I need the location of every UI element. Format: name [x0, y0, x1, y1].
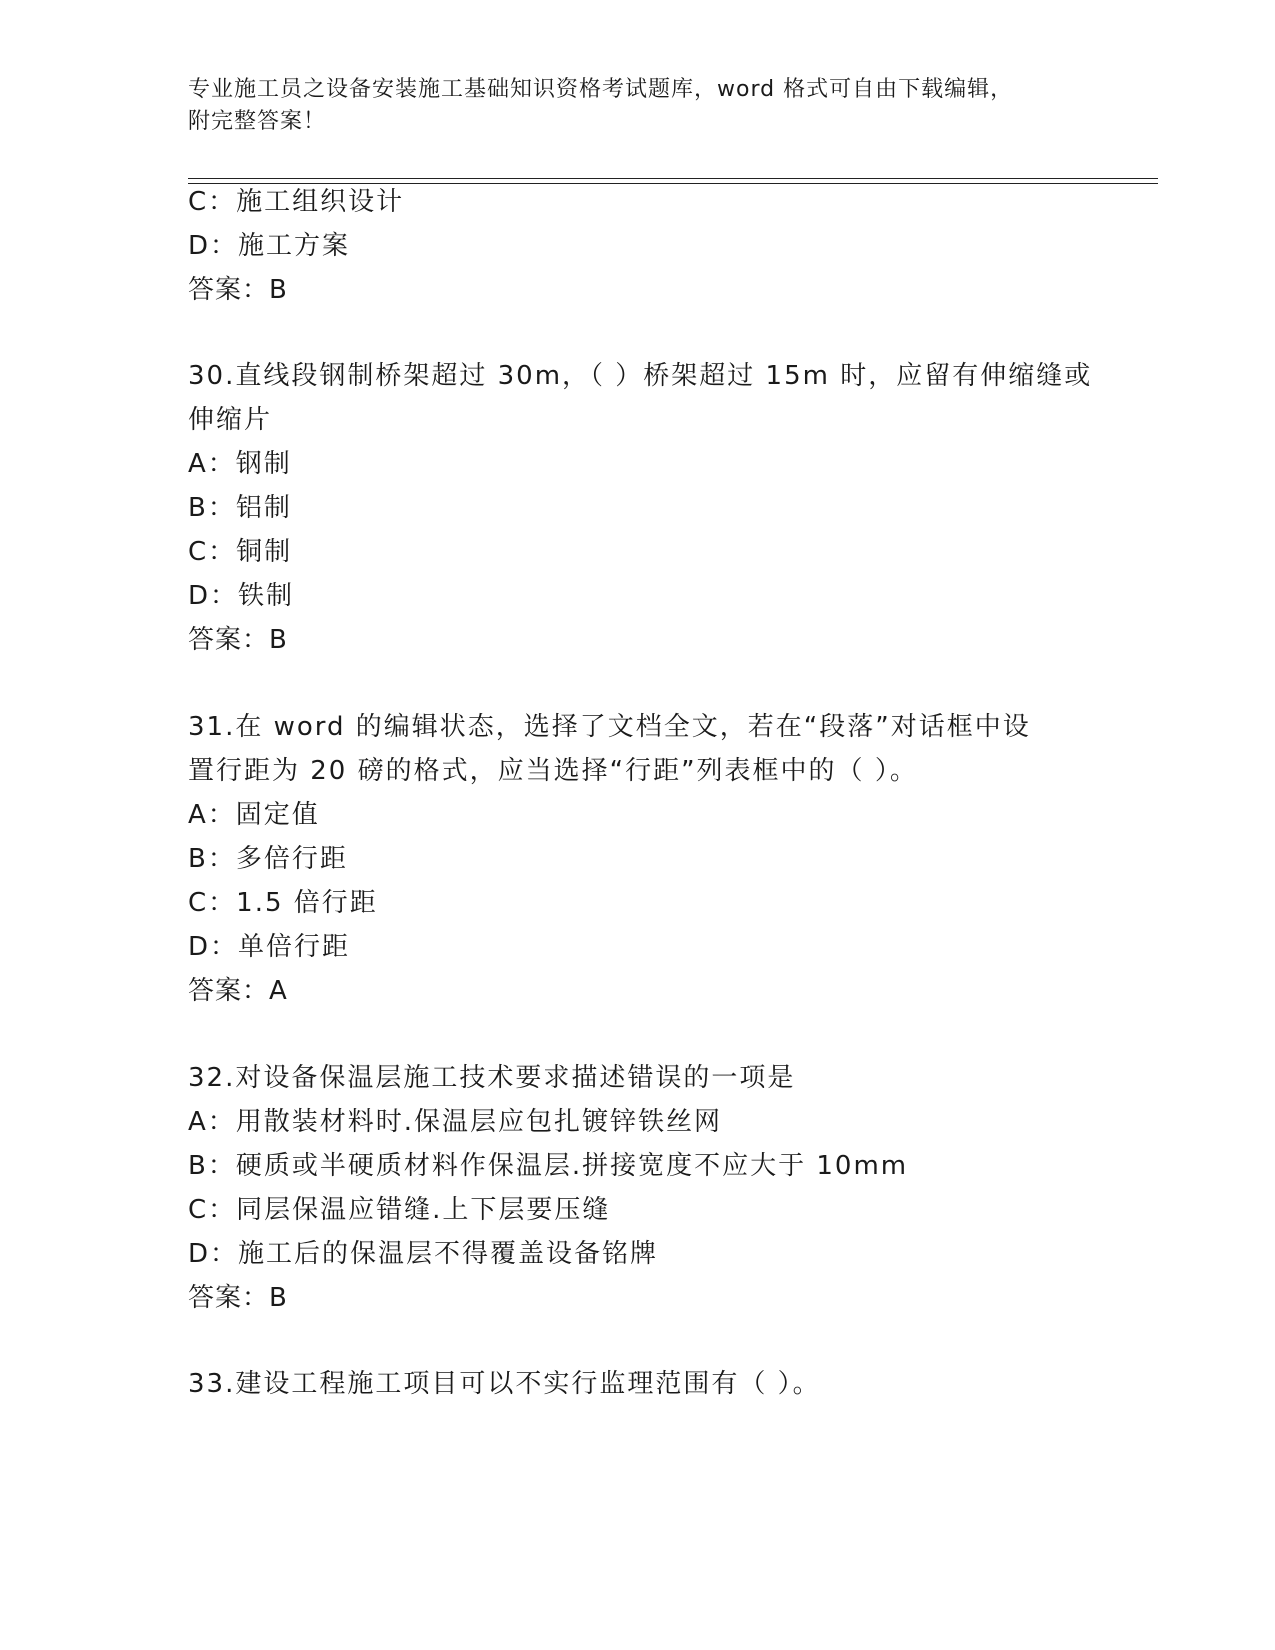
option-d: D：单倍行距: [188, 932, 351, 962]
option-c: C：施工组织设计: [188, 187, 405, 217]
question-stem: 30.直线段钢制桥架超过 30m，（ ）桥架超过 15m 时，应留有伸缩缝或: [188, 361, 1093, 391]
option-a: A：用散装材料时.保温层应包扎镀锌铁丝网: [188, 1107, 723, 1137]
option-c: C：同层保温应错缝.上下层要压缝: [188, 1195, 611, 1225]
question-stem: 31.在 word 的编辑状态，选择了文档全文，若在“段落”对话框中设: [188, 712, 1031, 742]
option-d: D：施工方案: [188, 231, 351, 261]
option-b: B：多倍行距: [188, 844, 348, 874]
question-stem: 32.对设备保温层施工技术要求描述错误的一项是: [188, 1063, 796, 1093]
header-divider: [188, 178, 1158, 179]
answer: 答案：A: [188, 976, 288, 1006]
option-b: B：硬质或半硬质材料作保温层.拼接宽度不应大于 10mm: [188, 1151, 909, 1181]
option-c: C：铜制: [188, 537, 293, 567]
header-divider-double: [188, 183, 1158, 184]
answer: 答案：B: [188, 625, 288, 655]
question-stem-continued: 置行距为 20 磅的格式，应当选择“行距”列表框中的（ ）。: [188, 756, 918, 786]
option-c: C：1.5 倍行距: [188, 888, 378, 918]
option-d: D：铁制: [188, 581, 295, 611]
option-a: A：钢制: [188, 449, 292, 479]
question-stem-continued: 伸缩片: [188, 405, 273, 435]
question-stem: 33.建设工程施工项目可以不实行监理范围有（ ）。: [188, 1369, 821, 1399]
answer: 答案：B: [188, 275, 288, 305]
document-header: 专业施工员之设备安装施工基础知识资格考试题库，word 格式可自由下载编辑， 附完整答案！: [188, 77, 1014, 134]
option-d: D：施工后的保温层不得覆盖设备铭牌: [188, 1239, 659, 1269]
option-a: A：固定值: [188, 800, 320, 830]
option-b: B：铝制: [188, 493, 292, 523]
answer: 答案：B: [188, 1283, 288, 1313]
